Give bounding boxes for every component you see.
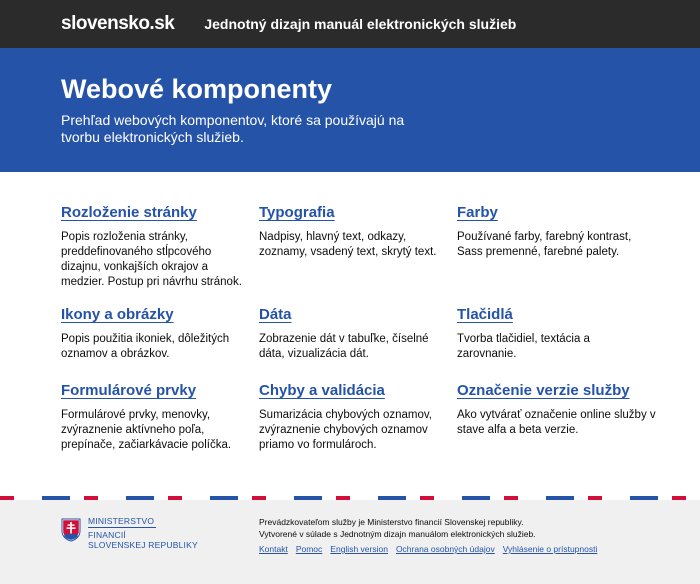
component-link-chyby-a-validacia[interactable]: Chyby a validácia xyxy=(259,382,385,399)
component-description: Nadpisy, hlavný text, odkazy, zoznamy, vsadený text, skrytý text. xyxy=(259,231,437,258)
service-name-link[interactable]: Jednotný dizajn manuál elektronických služieb xyxy=(204,16,517,32)
footer-link-pomoc[interactable]: Pomoc xyxy=(295,544,323,554)
footer-links xyxy=(259,543,597,555)
created-text: Vytvorené v súlade s Jednotným dizajn manuálom elektronických služieb. xyxy=(259,529,536,539)
component-description: Zobrazenie dát v tabuľke, číselné dáta, vizualizácia dát. xyxy=(259,333,429,360)
component-link-data[interactable]: Dáta xyxy=(259,306,292,323)
hero-banner xyxy=(0,48,700,172)
component-card xyxy=(457,204,647,260)
operator-text: Prevádzkovateľom služby je Ministerstvo financií Slovenskej republiky. xyxy=(259,517,524,527)
component-description: Tvorba tlačidiel, textácia a zarovnanie. xyxy=(457,333,590,360)
components-grid xyxy=(0,172,700,496)
footer-link-ochrana-osobnych-udajov[interactable]: Ochrana osobných údajov xyxy=(395,544,495,554)
component-card xyxy=(457,382,657,438)
component-link-ikony-a-obrazky[interactable]: Ikony a obrázky xyxy=(61,306,174,323)
component-card xyxy=(61,382,246,453)
page-description: Prehľad webových komponentov, ktoré sa používajú na tvorbu elektronických služieb. xyxy=(61,112,405,145)
component-link-typografia[interactable]: Typografia xyxy=(259,204,335,221)
page-footer xyxy=(0,500,700,584)
component-card xyxy=(259,204,449,260)
slovak-coat-of-arms-icon xyxy=(61,518,81,542)
slovensko-sk-logo[interactable]: slovensko.sk xyxy=(61,13,175,34)
footer-link-english-version[interactable]: English version xyxy=(330,544,388,554)
footer-info xyxy=(259,516,597,555)
component-description: Sumarizácia chybových oznamov, zvýraznenie chybových oznamov priamo vo formulároch. xyxy=(259,409,432,451)
component-card xyxy=(61,204,246,290)
component-link-rozlozenie-stranky[interactable]: Rozloženie stránky xyxy=(61,204,197,221)
component-description: Ako vytvárať označenie online služby v stave alfa a beta verzie. xyxy=(457,409,656,436)
component-description: Popis rozloženia stránky, preddefinovaného stĺpcového dizajnu, vonkajších okrajov a medzier. Postup pri návrhu stránok. xyxy=(61,231,242,288)
component-card xyxy=(61,306,246,362)
component-description: Formulárové prvky, menovky, zvýraznenie aktívneho poľa, prepínače, začiarkávacie políčka. xyxy=(61,409,232,451)
component-link-farby[interactable]: Farby xyxy=(457,204,498,221)
component-description: Používané farby, farebný kontrast, Sass premenné, farebné palety. xyxy=(457,231,632,258)
component-link-formularove-prvky[interactable]: Formulárové prvky xyxy=(61,382,197,399)
component-link-oznacenie-verzie-sluzby[interactable]: Označenie verzie služby xyxy=(457,382,630,399)
footer-link-kontakt[interactable]: Kontakt xyxy=(259,544,288,554)
component-card xyxy=(259,306,444,362)
top-header xyxy=(0,0,700,48)
component-card xyxy=(457,306,607,362)
page-title: Webové komponenty xyxy=(61,74,333,104)
ministry-logo[interactable]: MINISTERSTVO FINANCIÍ SLOVENSKEJ REPUBLIKY xyxy=(88,516,198,550)
footer-link-vyhlasenie-o-pristupnosti[interactable]: Vyhlásenie o prístupnosti xyxy=(502,544,598,554)
component-link-tlacidla[interactable]: Tlačidlá xyxy=(457,306,513,323)
component-card xyxy=(259,382,444,453)
component-description: Popis použitia ikoniek, dôležitých oznamov a obrázkov. xyxy=(61,333,230,360)
